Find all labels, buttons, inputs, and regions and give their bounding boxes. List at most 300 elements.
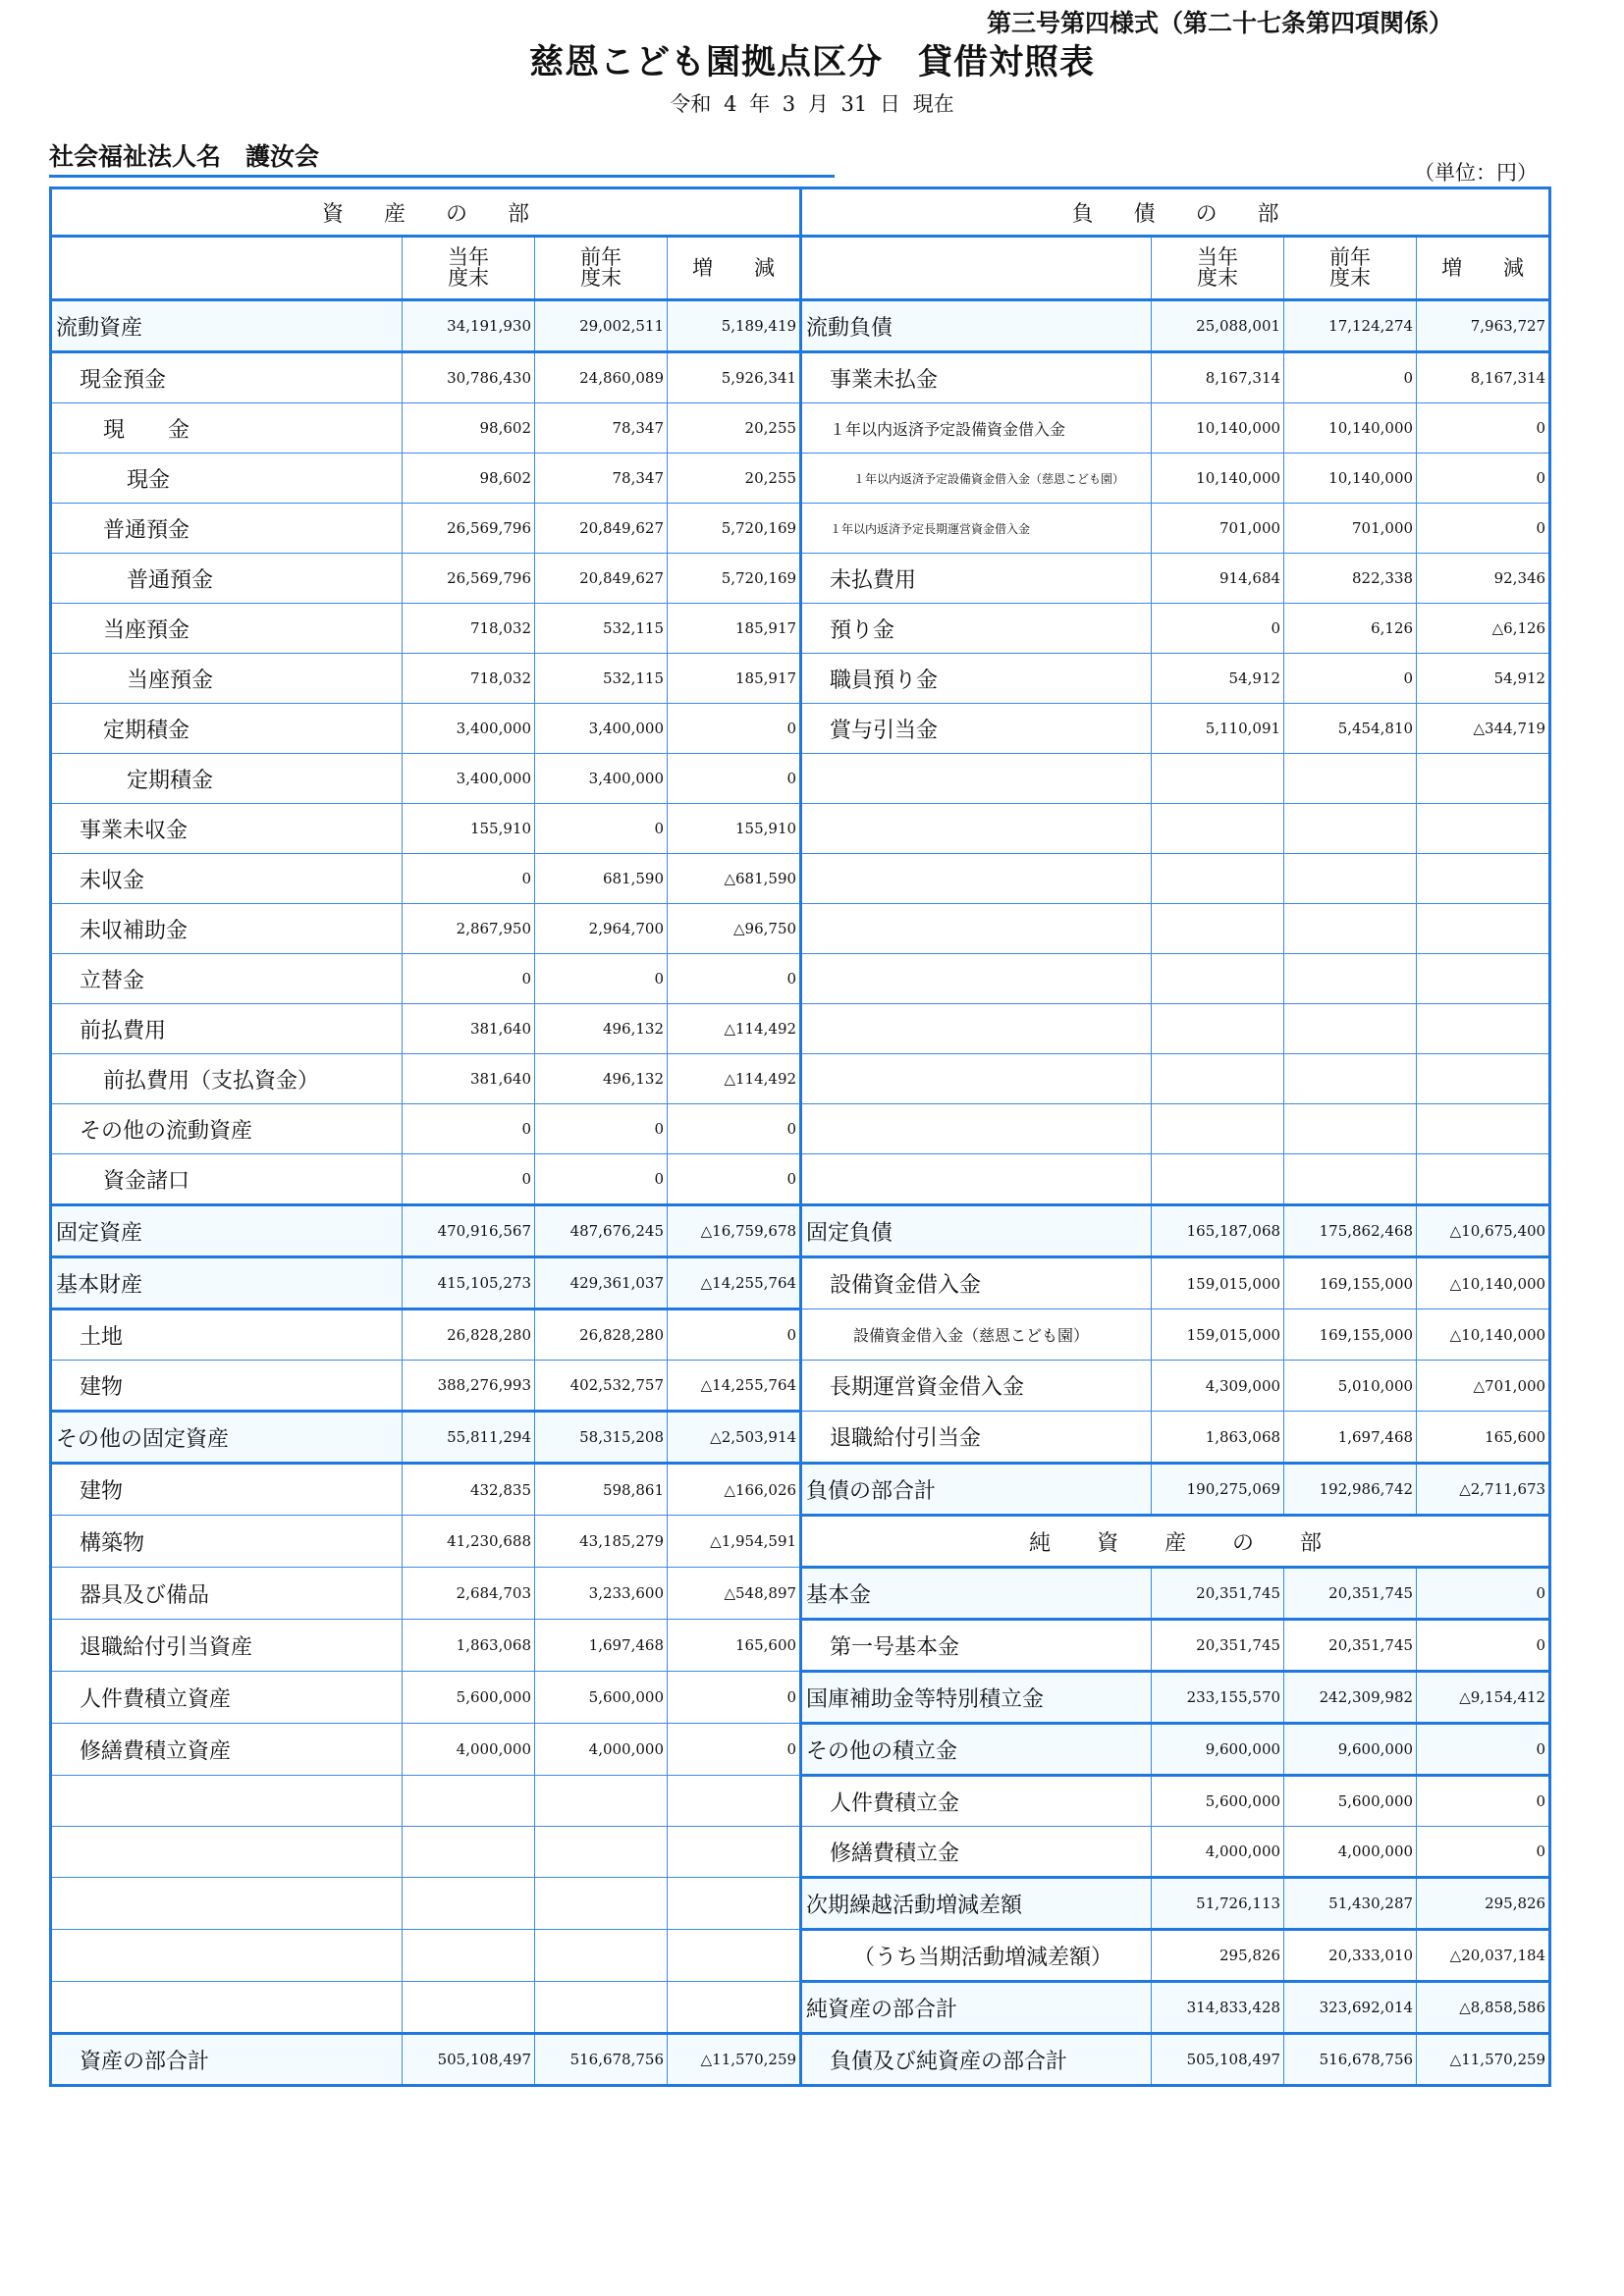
table-row [51,754,1550,804]
assets-previous-value: 3,400,000 [535,704,668,754]
liabilities-change-value: △10,675,400 [1417,1205,1550,1257]
assets-previous-value [535,1827,668,1878]
assets-item-label [51,1776,403,1827]
liabilities-current-header: 当年 度末 [1152,237,1284,300]
liabilities-current-value: 701,000 [1152,504,1284,554]
liabilities-item-label [801,1154,1152,1205]
assets-previous-value: 487,676,245 [535,1205,668,1257]
liabilities-item-label: 第一号基本金 [801,1620,1152,1672]
assets-item-label: 定期積金 [51,704,403,754]
assets-item-label: 器具及び備品 [51,1568,403,1620]
assets-previous-value: 0 [535,1154,668,1205]
assets-change-value: 5,720,169 [668,554,801,604]
liabilities-previous-value: 5,010,000 [1284,1361,1417,1412]
assets-item-label: 現 金 [51,403,403,454]
assets-change-header: 増 減 [668,237,801,300]
assets-change-value: 5,926,341 [668,352,801,403]
liabilities-change-value: 7,963,727 [1417,300,1550,352]
assets-change-value [668,1982,801,2034]
table-row [51,1776,1550,1827]
net-assets-section-header: 純 資 産 の 部 [801,1516,1550,1568]
table-row [51,1982,1550,2034]
assets-current-value: 5,600,000 [403,1672,535,1724]
assets-previous-value: 402,532,757 [535,1361,668,1412]
assets-previous-value: 78,347 [535,403,668,454]
assets-previous-value [535,1930,668,1982]
assets-item-label: 当座預金 [51,654,403,704]
assets-change-value: △96,750 [668,904,801,954]
liabilities-current-value [1152,1104,1284,1154]
table-row [51,1257,1550,1309]
assets-previous-value: 496,132 [535,1054,668,1104]
assets-previous-value: 29,002,511 [535,300,668,352]
assets-previous-value: 4,000,000 [535,1724,668,1776]
table-row [51,1054,1550,1104]
liabilities-change-value: 0 [1417,454,1550,504]
liabilities-current-value: 233,155,570 [1152,1672,1284,1724]
table-row [51,504,1550,554]
liabilities-current-value: 9,600,000 [1152,1724,1284,1776]
liabilities-item-label: その他の積立金 [801,1724,1152,1776]
table-row [51,1104,1550,1154]
liabilities-previous-value: 323,692,014 [1284,1982,1417,2034]
table-row [51,1620,1550,1672]
liabilities-change-value: △20,037,184 [1417,1930,1550,1982]
liabilities-item-label: 次期繰越活動増減差額 [801,1878,1152,1930]
assets-current-value: 2,684,703 [403,1568,535,1620]
assets-current-value: 26,569,796 [403,554,535,604]
liabilities-current-value: 165,187,068 [1152,1205,1284,1257]
assets-item-label: 退職給付引当資産 [51,1620,403,1672]
assets-item-label [51,1827,403,1878]
liabilities-current-value: 51,726,113 [1152,1878,1284,1930]
assets-change-value [668,1878,801,1930]
liabilities-change-value [1417,1154,1550,1205]
assets-item-label [51,1878,403,1930]
liabilities-current-value: 314,833,428 [1152,1982,1284,2034]
liabilities-item-label [801,1004,1152,1054]
assets-change-value: 0 [668,1309,801,1361]
liabilities-current-value: 505,108,497 [1152,2034,1284,2086]
liabilities-item-label: 基本金 [801,1568,1152,1620]
liabilities-item-label: 事業未払金 [801,352,1152,403]
assets-previous-value: 429,361,037 [535,1257,668,1309]
liabilities-previous-value: 0 [1284,352,1417,403]
assets-item-label: 人件費積立資産 [51,1672,403,1724]
page-title: 慈恩こども園拠点区分 貸借対照表 [528,43,1095,82]
liabilities-previous-value: 5,600,000 [1284,1776,1417,1827]
assets-previous-value: 2,964,700 [535,904,668,954]
liabilities-item-label: 固定負債 [801,1205,1152,1257]
table-row [51,854,1550,904]
liabilities-item-label: 職員預り金 [801,654,1152,704]
liabilities-previous-value: 9,600,000 [1284,1724,1417,1776]
assets-current-value [403,1776,535,1827]
liabilities-current-value: 10,140,000 [1152,454,1284,504]
liabilities-change-value [1417,1004,1550,1054]
assets-item-label: 前払費用 [51,1004,403,1054]
assets-change-value: △14,255,764 [668,1361,801,1412]
liabilities-item-label [801,754,1152,804]
assets-previous-value [535,1776,668,1827]
liabilities-previous-value: 0 [1284,654,1417,704]
assets-change-value: 0 [668,704,801,754]
assets-change-value: △681,590 [668,854,801,904]
assets-item-label: 資金諸口 [51,1154,403,1205]
table-row [51,1361,1550,1412]
assets-change-value: 185,917 [668,654,801,704]
liabilities-change-value [1417,904,1550,954]
assets-current-value: 26,828,280 [403,1309,535,1361]
assets-current-value: 34,191,930 [403,300,535,352]
assets-current-value: 3,400,000 [403,754,535,804]
liabilities-item-label: 人件費積立金 [801,1776,1152,1827]
table-row [51,1464,1550,1516]
assets-current-value: 98,602 [403,403,535,454]
table-row [51,300,1550,352]
liabilities-item-label: 長期運営資金借入金 [801,1361,1152,1412]
liabilities-previous-value: 51,430,287 [1284,1878,1417,1930]
liabilities-item-label [801,804,1152,854]
liabilities-change-value: △344,719 [1417,704,1550,754]
assets-change-value: △166,026 [668,1464,801,1516]
assets-item-label [51,1982,403,2034]
liabilities-current-value: 159,015,000 [1152,1257,1284,1309]
assets-current-value: 0 [403,1154,535,1205]
liabilities-change-value: 0 [1417,1620,1550,1672]
assets-item-label: 現金預金 [51,352,403,403]
assets-current-value: 1,863,068 [403,1620,535,1672]
liabilities-change-value: △10,140,000 [1417,1257,1550,1309]
liabilities-previous-value: 6,126 [1284,604,1417,654]
liabilities-item-label: 賞与引当金 [801,704,1152,754]
assets-change-value: 0 [668,954,801,1004]
liabilities-item-label: （うち当期活動増減差額） [801,1930,1152,1982]
assets-item-label: 普通預金 [51,554,403,604]
liabilities-item-label [801,1054,1152,1104]
assets-current-value: 98,602 [403,454,535,504]
liabilities-section-header: 負 債 の 部 [801,188,1550,237]
liabilities-previous-value: 701,000 [1284,504,1417,554]
liabilities-previous-value [1284,1004,1417,1054]
assets-item-label [51,1930,403,1982]
table-row [51,804,1550,854]
liabilities-previous-value: 10,140,000 [1284,454,1417,504]
assets-label-header [51,237,403,300]
liabilities-previous-value [1284,854,1417,904]
liabilities-previous-value: 5,454,810 [1284,704,1417,754]
liabilities-current-value: 4,309,000 [1152,1361,1284,1412]
liabilities-change-value [1417,854,1550,904]
liabilities-item-label: 修繕費積立金 [801,1827,1152,1878]
liabilities-current-value: 0 [1152,604,1284,654]
liabilities-previous-header: 前年 度末 [1284,237,1417,300]
liabilities-item-label [801,1104,1152,1154]
liabilities-item-label: 設備資金借入金 [801,1257,1152,1309]
assets-current-value [403,1930,535,1982]
liabilities-change-value: △11,570,259 [1417,2034,1550,2086]
balance-sheet-table [49,187,1551,2087]
table-row [51,2034,1550,2086]
assets-change-value: △1,954,591 [668,1516,801,1568]
liabilities-previous-value [1284,754,1417,804]
liabilities-change-value [1417,1104,1550,1154]
assets-current-value: 432,835 [403,1464,535,1516]
assets-previous-value: 24,860,089 [535,352,668,403]
assets-previous-value: 58,315,208 [535,1412,668,1464]
assets-item-label: 資産の部合計 [51,2034,403,2086]
liabilities-change-value: 92,346 [1417,554,1550,604]
table-row [51,1004,1550,1054]
assets-item-label: 基本財産 [51,1257,403,1309]
assets-change-value: △14,255,764 [668,1257,801,1309]
report-date: 令和 4 年 3 月 31 日 現在 [670,92,954,116]
assets-current-value: 0 [403,854,535,904]
assets-previous-value: 0 [535,954,668,1004]
table-row [51,1568,1550,1620]
liabilities-previous-value [1284,1154,1417,1205]
liabilities-change-header: 増 減 [1417,237,1550,300]
liabilities-previous-value: 1,697,468 [1284,1412,1417,1464]
liabilities-current-value [1152,954,1284,1004]
liabilities-previous-value [1284,1104,1417,1154]
assets-change-value: 20,255 [668,403,801,454]
liabilities-previous-value: 822,338 [1284,554,1417,604]
table-row [51,654,1550,704]
assets-item-label: 固定資産 [51,1205,403,1257]
assets-previous-value: 532,115 [535,604,668,654]
assets-item-label: 土地 [51,1309,403,1361]
assets-section-header: 資 産 の 部 [51,188,801,237]
assets-previous-value: 26,828,280 [535,1309,668,1361]
liabilities-previous-value: 242,309,982 [1284,1672,1417,1724]
liabilities-item-label: 流動負債 [801,300,1152,352]
liabilities-change-value: 8,167,314 [1417,352,1550,403]
table-row [51,352,1550,403]
assets-previous-header: 前年 度末 [535,237,668,300]
assets-previous-value: 598,861 [535,1464,668,1516]
assets-item-label: 未収補助金 [51,904,403,954]
assets-change-value: 155,910 [668,804,801,854]
liabilities-current-value [1152,1154,1284,1205]
liabilities-item-label: 負債及び純資産の部合計 [801,2034,1152,2086]
liabilities-change-value: △9,154,412 [1417,1672,1550,1724]
assets-item-label: 流動資産 [51,300,403,352]
assets-current-value: 381,640 [403,1004,535,1054]
assets-current-header: 当年 度末 [403,237,535,300]
assets-change-value [668,1776,801,1827]
liabilities-previous-value: 175,862,468 [1284,1205,1417,1257]
liabilities-current-value [1152,1004,1284,1054]
assets-change-value: △2,503,914 [668,1412,801,1464]
liabilities-item-label [801,954,1152,1004]
assets-item-label: 未収金 [51,854,403,904]
liabilities-current-value: 5,600,000 [1152,1776,1284,1827]
table-row [51,904,1550,954]
assets-item-label: その他の流動資産 [51,1104,403,1154]
liabilities-previous-value: 516,678,756 [1284,2034,1417,2086]
assets-change-value [668,1930,801,1982]
liabilities-previous-value [1284,904,1417,954]
assets-change-value: △548,897 [668,1568,801,1620]
liabilities-current-value: 20,351,745 [1152,1620,1284,1672]
assets-previous-value: 20,849,627 [535,504,668,554]
liabilities-previous-value: 4,000,000 [1284,1827,1417,1878]
liabilities-item-label: 退職給付引当金 [801,1412,1152,1464]
liabilities-change-value: 0 [1417,403,1550,454]
assets-item-label: 立替金 [51,954,403,1004]
liabilities-current-value: 190,275,069 [1152,1464,1284,1516]
liabilities-change-value [1417,804,1550,854]
assets-change-value: 165,600 [668,1620,801,1672]
assets-current-value: 415,105,273 [403,1257,535,1309]
liabilities-change-value: 0 [1417,1724,1550,1776]
liabilities-current-value: 54,912 [1152,654,1284,704]
liabilities-previous-value: 169,155,000 [1284,1309,1417,1361]
assets-item-label: 現金 [51,454,403,504]
liabilities-previous-value: 192,986,742 [1284,1464,1417,1516]
assets-current-value [403,1878,535,1930]
liabilities-item-label: 預り金 [801,604,1152,654]
assets-item-label: 構築物 [51,1516,403,1568]
table-row [51,954,1550,1004]
assets-item-label: 建物 [51,1361,403,1412]
table-row [51,704,1550,754]
liabilities-change-value: △701,000 [1417,1361,1550,1412]
assets-item-label: 建物 [51,1464,403,1516]
liabilities-previous-value [1284,804,1417,854]
liabilities-current-value [1152,854,1284,904]
assets-previous-value [535,1982,668,2034]
liabilities-item-label: 純資産の部合計 [801,1982,1152,2034]
liabilities-item-label [801,854,1152,904]
liabilities-change-value: △8,858,586 [1417,1982,1550,2034]
assets-previous-value: 3,400,000 [535,754,668,804]
assets-change-value: △11,570,259 [668,2034,801,2086]
liabilities-item-label: 設備資金借入金（慈恩こども園） [801,1309,1152,1361]
liabilities-current-value: 10,140,000 [1152,403,1284,454]
assets-change-value: 0 [668,754,801,804]
liabilities-current-value: 8,167,314 [1152,352,1284,403]
liabilities-change-value: 0 [1417,1827,1550,1878]
table-row [51,1724,1550,1776]
liabilities-change-value: △6,126 [1417,604,1550,654]
assets-current-value: 381,640 [403,1054,535,1104]
liabilities-change-value [1417,954,1550,1004]
table-row [51,1516,1550,1568]
liabilities-previous-value: 169,155,000 [1284,1257,1417,1309]
assets-previous-value: 532,115 [535,654,668,704]
assets-previous-value: 3,233,600 [535,1568,668,1620]
liabilities-change-value [1417,754,1550,804]
liabilities-current-value: 20,351,745 [1152,1568,1284,1620]
assets-change-value: △114,492 [668,1054,801,1104]
liabilities-change-value: 54,912 [1417,654,1550,704]
assets-item-label: 事業未収金 [51,804,403,854]
assets-change-value: 5,720,169 [668,504,801,554]
table-row [51,1309,1550,1361]
liabilities-previous-value [1284,1054,1417,1104]
liabilities-label-header [801,237,1152,300]
liabilities-change-value: 0 [1417,1776,1550,1827]
liabilities-change-value: △10,140,000 [1417,1309,1550,1361]
assets-change-value [668,1827,801,1878]
liabilities-item-label: 国庫補助金等特別積立金 [801,1672,1152,1724]
table-row [51,403,1550,454]
assets-current-value: 718,032 [403,604,535,654]
assets-current-value: 718,032 [403,654,535,704]
assets-current-value: 388,276,993 [403,1361,535,1412]
liabilities-current-value [1152,754,1284,804]
assets-change-value: 20,255 [668,454,801,504]
assets-current-value: 3,400,000 [403,704,535,754]
table-row [51,454,1550,504]
assets-current-value: 470,916,567 [403,1205,535,1257]
liabilities-current-value: 914,684 [1152,554,1284,604]
assets-previous-value: 496,132 [535,1004,668,1054]
assets-change-value: 185,917 [668,604,801,654]
assets-current-value: 4,000,000 [403,1724,535,1776]
assets-current-value [403,1827,535,1878]
assets-previous-value: 0 [535,804,668,854]
liabilities-item-label: １年以内返済予定設備資金借入金（慈恩こども園） [801,454,1152,504]
assets-item-label: 前払費用（支払資金） [51,1054,403,1104]
assets-previous-value: 0 [535,1104,668,1154]
table-row [51,1672,1550,1724]
corporation-name: 社会福祉法人名 護汝会 [49,137,835,178]
assets-change-value: △114,492 [668,1004,801,1054]
liabilities-previous-value: 20,351,745 [1284,1620,1417,1672]
assets-change-value: 0 [668,1672,801,1724]
liabilities-current-value: 25,088,001 [1152,300,1284,352]
form-number: 第三号第四様式（第二十七条第四項関係） [987,9,1454,37]
liabilities-previous-value [1284,954,1417,1004]
assets-current-value: 155,910 [403,804,535,854]
section-header-row [51,188,1550,237]
liabilities-current-value: 4,000,000 [1152,1827,1284,1878]
liabilities-previous-value: 20,333,010 [1284,1930,1417,1982]
liabilities-change-value: 0 [1417,504,1550,554]
assets-change-value: △16,759,678 [668,1205,801,1257]
assets-current-value: 505,108,497 [403,2034,535,2086]
liabilities-current-value [1152,804,1284,854]
assets-change-value: 0 [668,1154,801,1205]
assets-previous-value: 20,849,627 [535,554,668,604]
liabilities-item-label [801,904,1152,954]
liabilities-previous-value: 20,351,745 [1284,1568,1417,1620]
table-row [51,1154,1550,1205]
liabilities-change-value: 0 [1417,1568,1550,1620]
liabilities-change-value [1417,1054,1550,1104]
table-row [51,1930,1550,1982]
assets-previous-value: 5,600,000 [535,1672,668,1724]
liabilities-current-value: 159,015,000 [1152,1309,1284,1361]
liabilities-item-label: 負債の部合計 [801,1464,1152,1516]
assets-change-value: 0 [668,1104,801,1154]
assets-current-value: 2,867,950 [403,904,535,954]
liabilities-current-value [1152,904,1284,954]
liabilities-current-value [1152,1054,1284,1104]
liabilities-current-value: 295,826 [1152,1930,1284,1982]
liabilities-item-label: １年以内返済予定長期運営資金借入金 [801,504,1152,554]
assets-previous-value [535,1878,668,1930]
liabilities-previous-value: 10,140,000 [1284,403,1417,454]
assets-change-value: 0 [668,1724,801,1776]
column-header-row [51,237,1550,300]
assets-change-value: 5,189,419 [668,300,801,352]
liabilities-change-value: 295,826 [1417,1878,1550,1930]
table-row [51,554,1550,604]
